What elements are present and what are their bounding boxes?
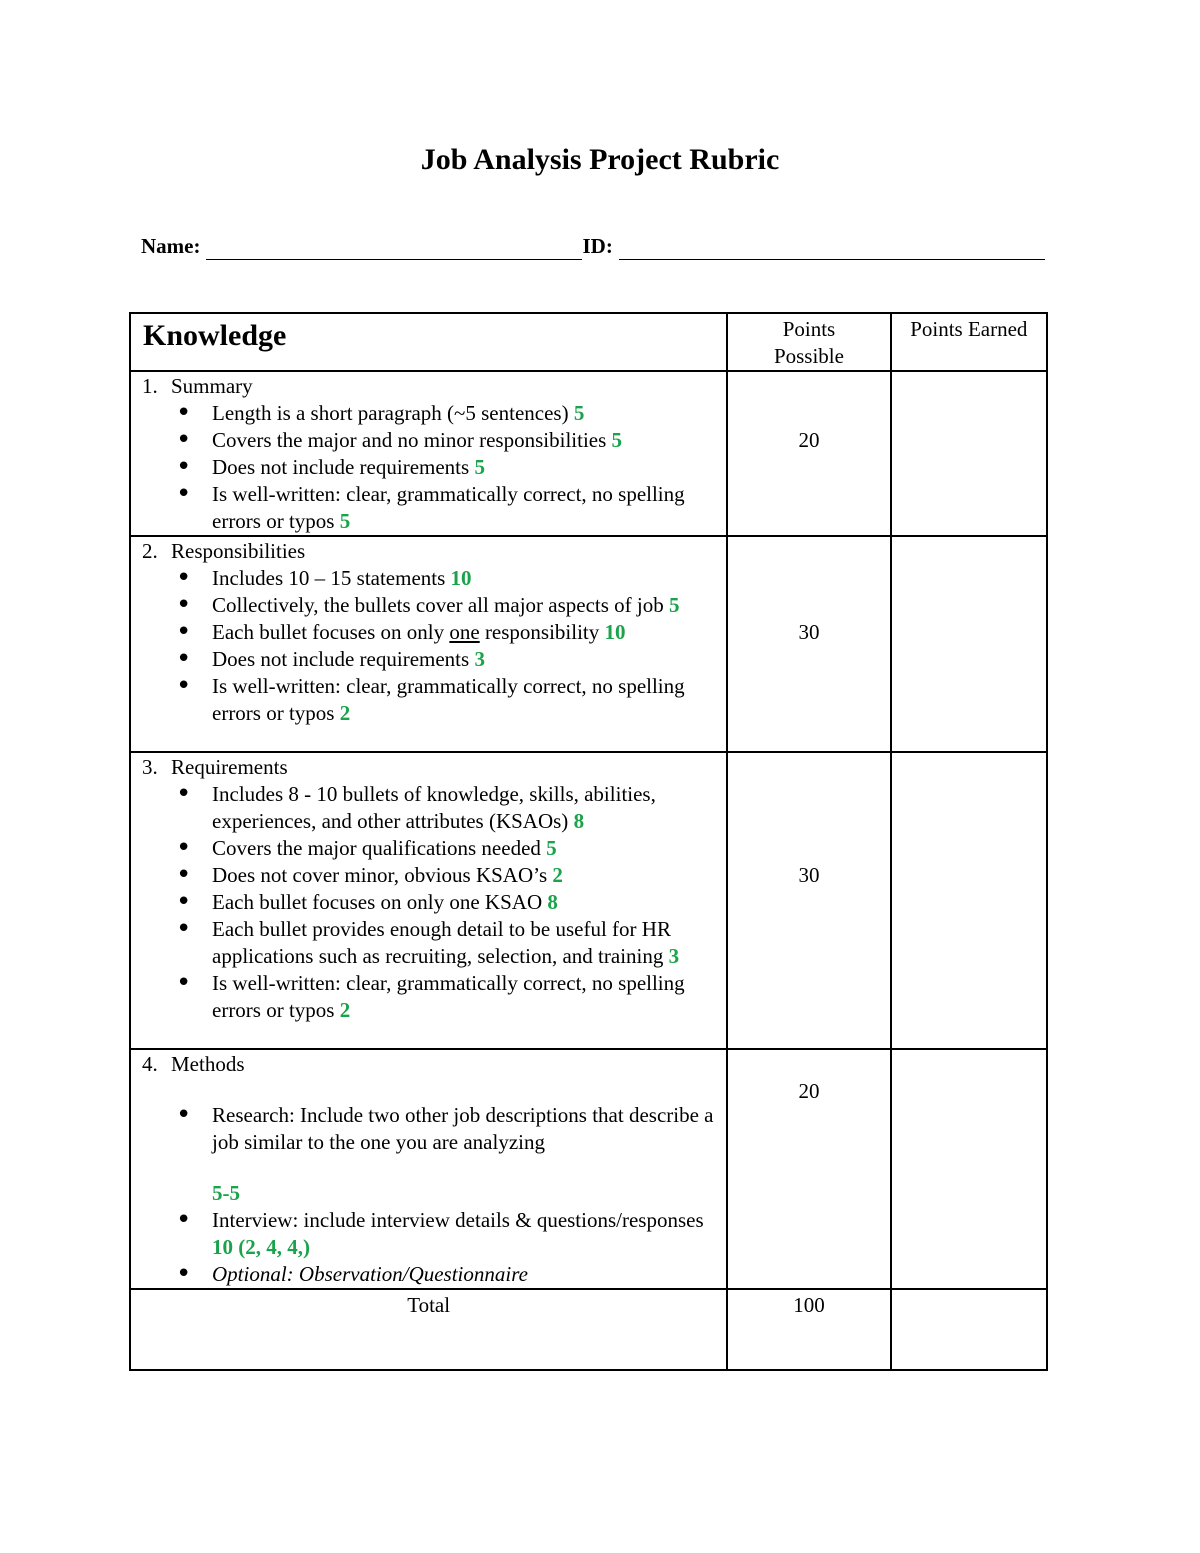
list-item: • Does not include requirements 5: [142, 454, 718, 481]
section-title: Requirements: [171, 755, 288, 779]
list-item: • Each bullet focuses on only one KSAO 8: [142, 889, 718, 916]
emphasis-one: one: [449, 620, 480, 644]
criterion-points: 10 (2, 4, 4,): [212, 1235, 310, 1259]
list-item: • Includes 8 - 10 bullets of knowledge, skills, abilities, experiences, and other attributes (KSAOs) 8: [142, 781, 718, 835]
section-title: Summary: [171, 374, 253, 398]
section-number: 4.: [142, 1052, 158, 1076]
list-item: • Length is a short paragraph (~5 sentences) 5: [142, 400, 718, 427]
points-possible-header-cell: [727, 313, 890, 371]
points-earned-cell[interactable]: [891, 1049, 1047, 1289]
points-earned-cell[interactable]: [891, 371, 1047, 536]
total-row: [130, 1289, 1047, 1370]
table-row: [130, 371, 1047, 536]
section-number: 1.: [142, 374, 158, 398]
criterion-points: 3: [668, 944, 680, 968]
list-item: • Covers the major and no minor responsibilities 5: [142, 427, 718, 454]
points-possible-cell: [727, 371, 890, 536]
points-possible-value: 20: [798, 428, 820, 452]
list-item: • Research: Include two other job descriptions that describe a job similar to the one you are analyzing: [142, 1102, 718, 1156]
criterion-points: 10: [604, 620, 626, 644]
points-possible-heading-line-1: Points: [782, 317, 836, 341]
list-item: • Each bullet focuses on only one responsibility 10: [142, 619, 718, 646]
criterion-points: 5: [474, 455, 485, 479]
points-possible-value: 20: [798, 1079, 820, 1103]
list-item: • Does not include requirements 3: [142, 646, 718, 673]
list-item: • Each bullet provides enough detail to be useful for HR applications such as recruiting, selection, and training 3: [142, 916, 718, 970]
list-item: • Includes 10 – 15 statements 10: [142, 565, 718, 592]
total-points-cell: [727, 1289, 890, 1370]
points-possible-cell: [727, 1049, 890, 1289]
section-heading: [142, 754, 718, 781]
section-heading: [142, 1051, 718, 1078]
points-possible-heading-line-2: Possible: [773, 344, 844, 368]
criterion-points: 5: [669, 593, 680, 617]
criterion-points: 5: [546, 836, 557, 860]
section-number: 3.: [142, 755, 158, 779]
table-row: [130, 536, 1047, 752]
methods-criteria-cell: [130, 1049, 727, 1289]
rubric-table: [129, 312, 1048, 1371]
points-possible-heading: [728, 314, 889, 370]
list-item: • Optional: Observation/Questionnaire: [142, 1261, 718, 1288]
criterion-points: 2: [339, 998, 351, 1022]
id-field[interactable]: [619, 235, 1045, 260]
knowledge-heading: Knowledge: [143, 319, 287, 352]
total-points-value: 100: [793, 1293, 825, 1317]
list-item: • Collectively, the bullets cover all major aspects of job 5: [142, 592, 718, 619]
section-title: Responsibilities: [171, 539, 306, 563]
points-possible-cell: [727, 536, 890, 752]
summary-criteria-cell: [130, 371, 727, 536]
list-item: • Is well-written: clear, grammatically correct, no spelling errors or typos 2: [142, 673, 718, 727]
section-heading: [142, 373, 718, 400]
criterion-points: 10: [450, 566, 472, 590]
list-item: • Does not cover minor, obvious KSAO’s 2: [142, 862, 718, 889]
table-row: [130, 1049, 1047, 1289]
list-item: • Interview: include interview details & questions/responses 10 (2, 4, 4,): [142, 1207, 718, 1261]
criterion-points: 5: [339, 509, 351, 533]
criterion-points: 8: [573, 809, 585, 833]
requirements-criteria-cell: [130, 752, 727, 1049]
total-label: Total: [407, 1293, 451, 1317]
list-item: • Is well-written: clear, grammatically correct, no spelling errors or typos 2: [142, 970, 718, 1024]
points-earned-cell[interactable]: [891, 752, 1047, 1049]
section-number: 2.: [142, 539, 158, 563]
name-id-line: [141, 232, 1045, 260]
points-earned-header-cell: [891, 313, 1047, 371]
responsibilities-criteria-cell: [130, 536, 727, 752]
table-header-row: [130, 313, 1047, 371]
page-title: Job Analysis Project Rubric: [420, 143, 780, 176]
criterion-points: 2: [339, 701, 351, 725]
section-title: Methods: [171, 1052, 245, 1076]
section-heading: [142, 538, 718, 565]
criterion-points: 5: [611, 428, 623, 452]
total-earned-cell[interactable]: [891, 1289, 1047, 1370]
id-label: ID:: [582, 234, 613, 258]
list-item: • Is well-written: clear, grammatically correct, no spelling errors or typos 5: [142, 481, 718, 535]
criterion-points: 5: [573, 401, 585, 425]
name-field[interactable]: [206, 235, 582, 260]
points-earned-cell[interactable]: [891, 536, 1047, 752]
table-row: [130, 752, 1047, 1049]
knowledge-header-cell: [130, 313, 727, 371]
points-possible-value: 30: [798, 620, 820, 644]
criterion-points: 5-5: [212, 1181, 240, 1205]
points-possible-cell: [727, 752, 890, 1049]
criterion-points: 3: [474, 647, 485, 671]
criterion-points: 2: [552, 863, 563, 887]
list-item: • Covers the major qualifications needed 5: [142, 835, 718, 862]
points-earned-heading: Points Earned: [910, 317, 1028, 341]
points-possible-value: 30: [798, 863, 820, 887]
total-label-cell: [130, 1289, 727, 1370]
name-label: Name:: [141, 234, 201, 258]
criterion-points: 8: [547, 890, 558, 914]
